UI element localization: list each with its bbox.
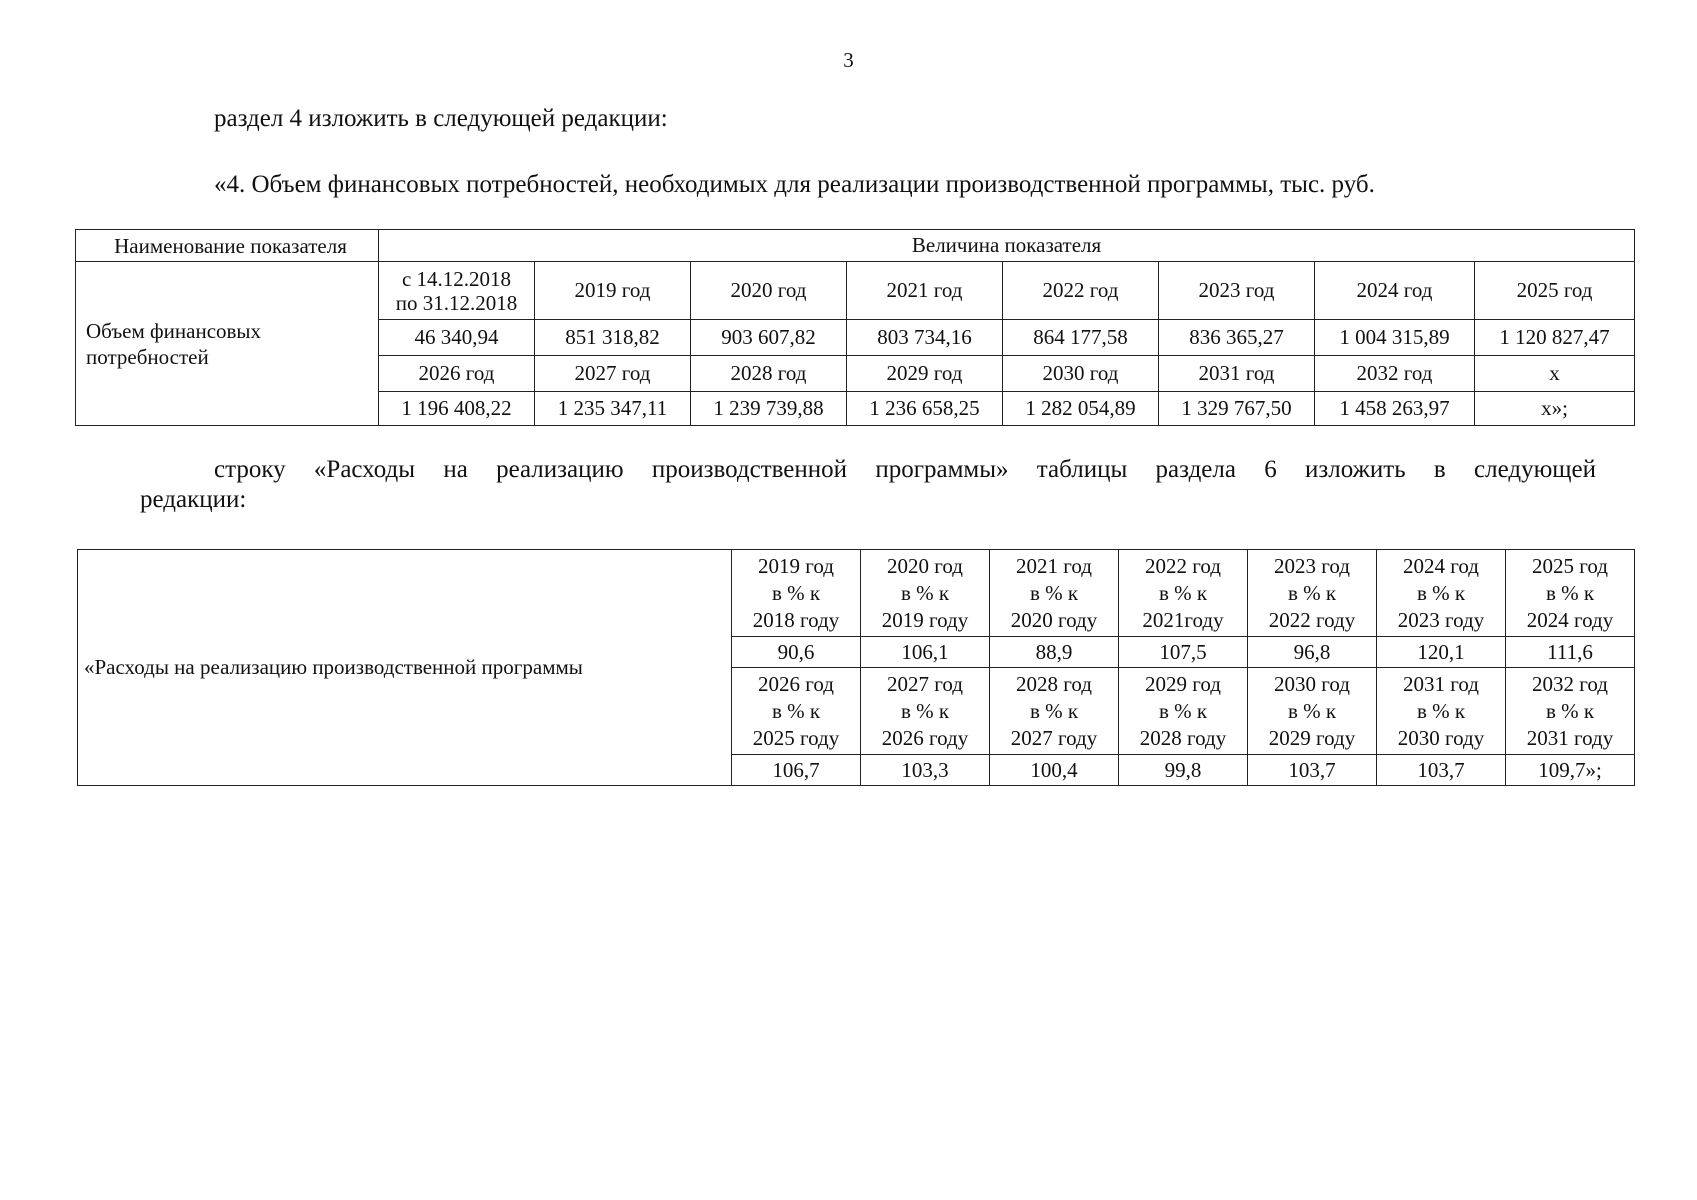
percent-value-cell: 103,7: [1377, 755, 1506, 786]
year-percent-header: 2022 год в % к 2021году: [1119, 550, 1248, 637]
year-cell: 2023 год: [1159, 262, 1315, 320]
year-percent-header: 2020 год в % к 2019 году: [861, 550, 990, 637]
value-cell: 851 318,82: [535, 320, 691, 356]
period-line-1: с 14.12.2018: [401, 266, 512, 291]
table1-header-row: [76, 230, 1635, 262]
year-percent-header: 2021 год в % к 2020 году: [990, 550, 1119, 637]
year-percent-header: 2031 год в % к 2030 году: [1377, 668, 1506, 755]
year-percent-header: 2029 год в % к 2028 году: [1119, 668, 1248, 755]
year-percent-header: 2027 год в % к 2026 году: [861, 668, 990, 755]
year-cell: 2024 год: [1315, 262, 1475, 320]
year-percent-header: 2028 год в % к 2027 году: [990, 668, 1119, 755]
year-percent-header: 2026 год в % к 2025 году: [732, 668, 861, 755]
value-cell: 903 607,82: [691, 320, 847, 356]
value-cell: 1 282 054,89: [1003, 392, 1159, 426]
percent-value-cell: 106,1: [861, 637, 990, 668]
value-cell: 1 329 767,50: [1159, 392, 1315, 426]
expenses-percent-table: [77, 549, 1635, 786]
percent-value-cell: 106,7: [732, 755, 861, 786]
percent-value-cell: 96,8: [1248, 637, 1377, 668]
value-cell: 836 365,27: [1159, 320, 1315, 356]
value-cell: 1 004 315,89: [1315, 320, 1475, 356]
percent-value-cell: 109,7»;: [1506, 755, 1635, 786]
page-number: 3: [843, 48, 854, 72]
value-cell: 1 196 408,22: [379, 392, 535, 426]
year-cell: 2020 год: [691, 262, 847, 320]
value-cell: 864 177,58: [1003, 320, 1159, 356]
year-percent-header: 2019 год в % к 2018 году: [732, 550, 861, 637]
percent-value-cell: 100,4: [990, 755, 1119, 786]
percent-value-cell: 88,9: [990, 637, 1119, 668]
percent-value-cell: 120,1: [1377, 637, 1506, 668]
value-cell: х»;: [1475, 392, 1635, 426]
value-cell: 46 340,94: [379, 320, 535, 356]
value-cell: 1 236 658,25: [847, 392, 1003, 426]
table1-years-row-1: [76, 262, 1635, 320]
section-title: «4. Объем финансовых потребностей, необходимых для реализации производственной программы, тыс. руб.: [214, 171, 1375, 198]
value-cell: 1 458 263,97: [1315, 392, 1475, 426]
period-cell: [379, 262, 535, 320]
year-percent-header: 2030 год в % к 2029 году: [1248, 668, 1377, 755]
financial-needs-table: [75, 229, 1635, 426]
value-cell: 1 239 739,88: [691, 392, 847, 426]
year-cell: 2022 год: [1003, 262, 1159, 320]
intro-line: раздел 4 изложить в следующей редакции:: [214, 105, 668, 132]
col-value-header: Величина показателя: [379, 230, 1635, 262]
year-cell: 2028 год: [691, 356, 847, 392]
year-cell: 2019 год: [535, 262, 691, 320]
year-cell: х: [1475, 356, 1635, 392]
percent-value-cell: 90,6: [732, 637, 861, 668]
percent-value-cell: 103,7: [1248, 755, 1377, 786]
year-cell: 2032 год: [1315, 356, 1475, 392]
year-cell: 2029 год: [847, 356, 1003, 392]
year-cell: 2031 год: [1159, 356, 1315, 392]
table2-header-row-1: [78, 550, 1635, 637]
year-percent-header: 2032 год в % к 2031 году: [1506, 668, 1635, 755]
percent-value-cell: 111,6: [1506, 637, 1635, 668]
value-cell: 1 235 347,11: [535, 392, 691, 426]
paragraph-2-line-1: строку «Расходы на реализацию производственной программы» таблицы раздела 6 изложить в следующей: [214, 456, 1596, 483]
value-cell: 803 734,16: [847, 320, 1003, 356]
year-percent-header: 2025 год в % к 2024 году: [1506, 550, 1635, 637]
year-cell: 2027 год: [535, 356, 691, 392]
period-line-2: по 31.12.2018: [395, 290, 518, 315]
year-cell: 2021 год: [847, 262, 1003, 320]
year-percent-header: 2024 год в % к 2023 году: [1377, 550, 1506, 637]
percent-value-cell: 103,3: [861, 755, 990, 786]
year-cell: 2030 год: [1003, 356, 1159, 392]
year-percent-header: 2023 год в % к 2022 году: [1248, 550, 1377, 637]
paragraph-2-line-2: редакции:: [140, 486, 247, 513]
paragraph-2: [140, 455, 1596, 515]
col-name-header: Наименование показателя: [76, 230, 379, 262]
year-cell: 2026 год: [379, 356, 535, 392]
row-name-expenses: «Расходы на реализацию производственной программы: [78, 550, 732, 786]
value-cell: 1 120 827,47: [1475, 320, 1635, 356]
row-name-financial-needs: Объем финансовых потребностей: [76, 262, 379, 426]
year-cell: 2025 год: [1475, 262, 1635, 320]
percent-value-cell: 99,8: [1119, 755, 1248, 786]
percent-value-cell: 107,5: [1119, 637, 1248, 668]
